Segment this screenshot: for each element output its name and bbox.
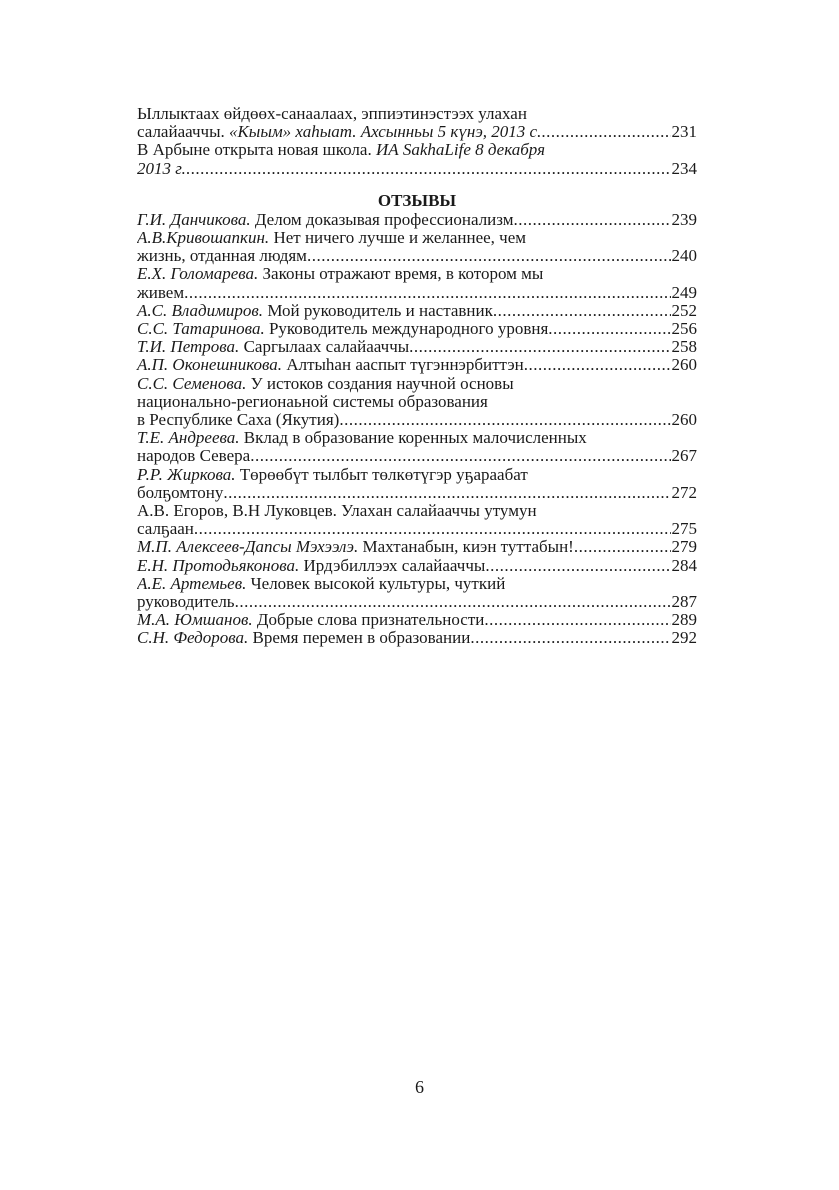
review-title: живем — [137, 282, 185, 302]
review-title: национально-регионаьной системы образования — [137, 392, 488, 411]
review-entry — [137, 375, 697, 430]
review-entry — [137, 265, 697, 301]
dot-leader — [223, 484, 670, 502]
toc-page-ref: 260 — [671, 355, 697, 375]
toc-entry — [137, 141, 697, 177]
review-entry — [137, 575, 697, 611]
review-title: Алтыһан ааспыт түгэннэрбиттэн — [282, 355, 524, 375]
dot-leader — [235, 593, 671, 611]
review-author: Е.Х. Голомарева. — [137, 265, 259, 284]
review-entry — [137, 429, 697, 465]
review-author: Т.Е. Андреева. — [137, 429, 240, 448]
review-title: Төрөөбүт тылбыт төлкөтүгэр уҕараабат — [235, 465, 528, 484]
review-entry — [137, 466, 697, 502]
toc-page-ref: 287 — [671, 592, 697, 612]
review-title: У истоков создания научной основы — [246, 374, 514, 393]
dot-leader — [194, 520, 671, 538]
review-title: народов Севера — [137, 446, 251, 466]
review-title: Нет ничего лучше и желаннее, чем — [269, 229, 527, 248]
toc-entry-source: 2013 г. — [137, 158, 186, 178]
review-title: Вклад в образование коренных малочисленных — [239, 429, 587, 448]
review-author: Т.И. Петрова. — [137, 337, 240, 357]
toc-entry-last-line — [137, 160, 697, 178]
toc-page-ref: 240 — [671, 246, 697, 266]
review-title: Делом доказывая профессионализм — [250, 209, 514, 229]
dot-leader — [485, 557, 670, 575]
toc-page-ref: 260 — [671, 410, 697, 430]
review-author: А.П. Оконешникова. — [137, 355, 283, 375]
dot-leader — [574, 538, 671, 556]
review-entry — [137, 302, 697, 320]
toc-page-ref: 292 — [671, 628, 697, 648]
review-title: болҕомтону — [137, 482, 224, 502]
review-title: Законы отражают время, в котором мы — [258, 265, 544, 284]
review-author: Г.И. Данчикова. — [137, 209, 251, 229]
review-title: Саргылаах салайааччы — [239, 337, 410, 357]
review-title: Человек высокой культуры, чуткий — [246, 574, 506, 593]
toc-page-ref: 275 — [671, 519, 697, 539]
toc-page-ref: 252 — [671, 300, 697, 320]
toc-entry-last-line — [137, 123, 697, 141]
page-number: 6 — [415, 1077, 424, 1097]
review-title: руководитель — [137, 592, 235, 612]
review-title: в Республике Саха (Якутия) — [137, 410, 340, 430]
toc-page-ref: 272 — [671, 482, 697, 502]
review-author: Р.Р. Жиркова. — [137, 465, 236, 484]
review-title: Добрые слова признательности — [252, 610, 485, 630]
toc-entry-text: салайааччы. — [137, 122, 230, 142]
review-author: С.С. Татаринова. — [137, 319, 265, 339]
review-author: А.С. Владимиров. — [137, 300, 264, 320]
dot-leader — [548, 320, 670, 338]
toc-page-ref: 239 — [671, 209, 697, 229]
dot-leader — [514, 211, 671, 229]
toc-page-ref: 267 — [671, 446, 697, 466]
toc-page-ref: 258 — [671, 337, 697, 357]
toc-page — [137, 105, 697, 648]
toc-entry-line: В Арбыне открыта новая школа. ИА SakhaLife 8 декабря — [137, 141, 545, 160]
toc-page-ref: 256 — [671, 319, 697, 339]
dot-leader — [484, 611, 670, 629]
toc-entry — [137, 105, 697, 141]
toc-page-ref: 231 — [671, 122, 697, 142]
review-entry — [137, 338, 697, 356]
dot-leader — [409, 338, 670, 356]
dot-leader — [339, 411, 670, 429]
section-heading: ОТЗЫВЫ — [377, 190, 457, 210]
review-author: М.А. Юмшанов. — [137, 610, 253, 630]
dot-leader — [493, 302, 671, 320]
review-title: Махтанабын, киэн туттабын! — [358, 537, 574, 557]
dot-leader — [524, 356, 671, 374]
dot-leader — [186, 160, 671, 178]
review-entry — [137, 320, 697, 338]
dot-leader — [184, 284, 670, 302]
review-title: Мой руководитель и наставник — [263, 300, 493, 320]
dot-leader — [541, 123, 670, 141]
review-author: А.В.Кривошапкин. — [137, 229, 270, 248]
toc-entry-line: Ыллыктаах өйдөөх-санаалаах, эппиэтинэстээх улахан — [137, 105, 527, 123]
review-entry — [137, 502, 697, 538]
review-author: А.Е. Артемьев. — [137, 574, 247, 593]
review-title: А.В. Егоров, В.Н Луковцев. Улахан салайааччы утумун — [137, 502, 537, 521]
toc-page-ref: 279 — [671, 537, 697, 557]
review-title: жизнь, отданная людям — [137, 246, 307, 266]
review-author: С.С. Семенова. — [137, 374, 247, 393]
dot-leader — [307, 247, 671, 265]
review-entry — [137, 611, 697, 629]
dot-leader — [250, 447, 670, 465]
review-entry — [137, 356, 697, 374]
dot-leader — [470, 629, 670, 647]
review-entry — [137, 211, 697, 229]
review-title: Время перемен в образовании — [248, 628, 471, 648]
review-entry — [137, 629, 697, 647]
toc-entry-source: «Кыым» хаһыат. Ахсынньы 5 күнэ, 2013 с. — [229, 122, 542, 142]
review-author: М.П. Алексеев-Дапсы Мэхээлэ. — [137, 537, 359, 557]
review-entry — [137, 557, 697, 575]
review-title: Ирдэбиллээх салайааччы — [299, 555, 486, 575]
review-entry — [137, 229, 697, 265]
review-title: Руководитель международного уровня — [264, 319, 549, 339]
review-title: салҕаан — [137, 519, 194, 539]
toc-page-ref: 234 — [671, 158, 697, 178]
toc-page-ref: 284 — [671, 555, 697, 575]
review-entry — [137, 538, 697, 556]
review-author: С.Н. Федорова. — [137, 628, 249, 648]
toc-page-ref: 289 — [671, 610, 697, 630]
review-author: Е.Н. Протодьяконова. — [137, 555, 300, 575]
toc-page-ref: 249 — [671, 282, 697, 302]
